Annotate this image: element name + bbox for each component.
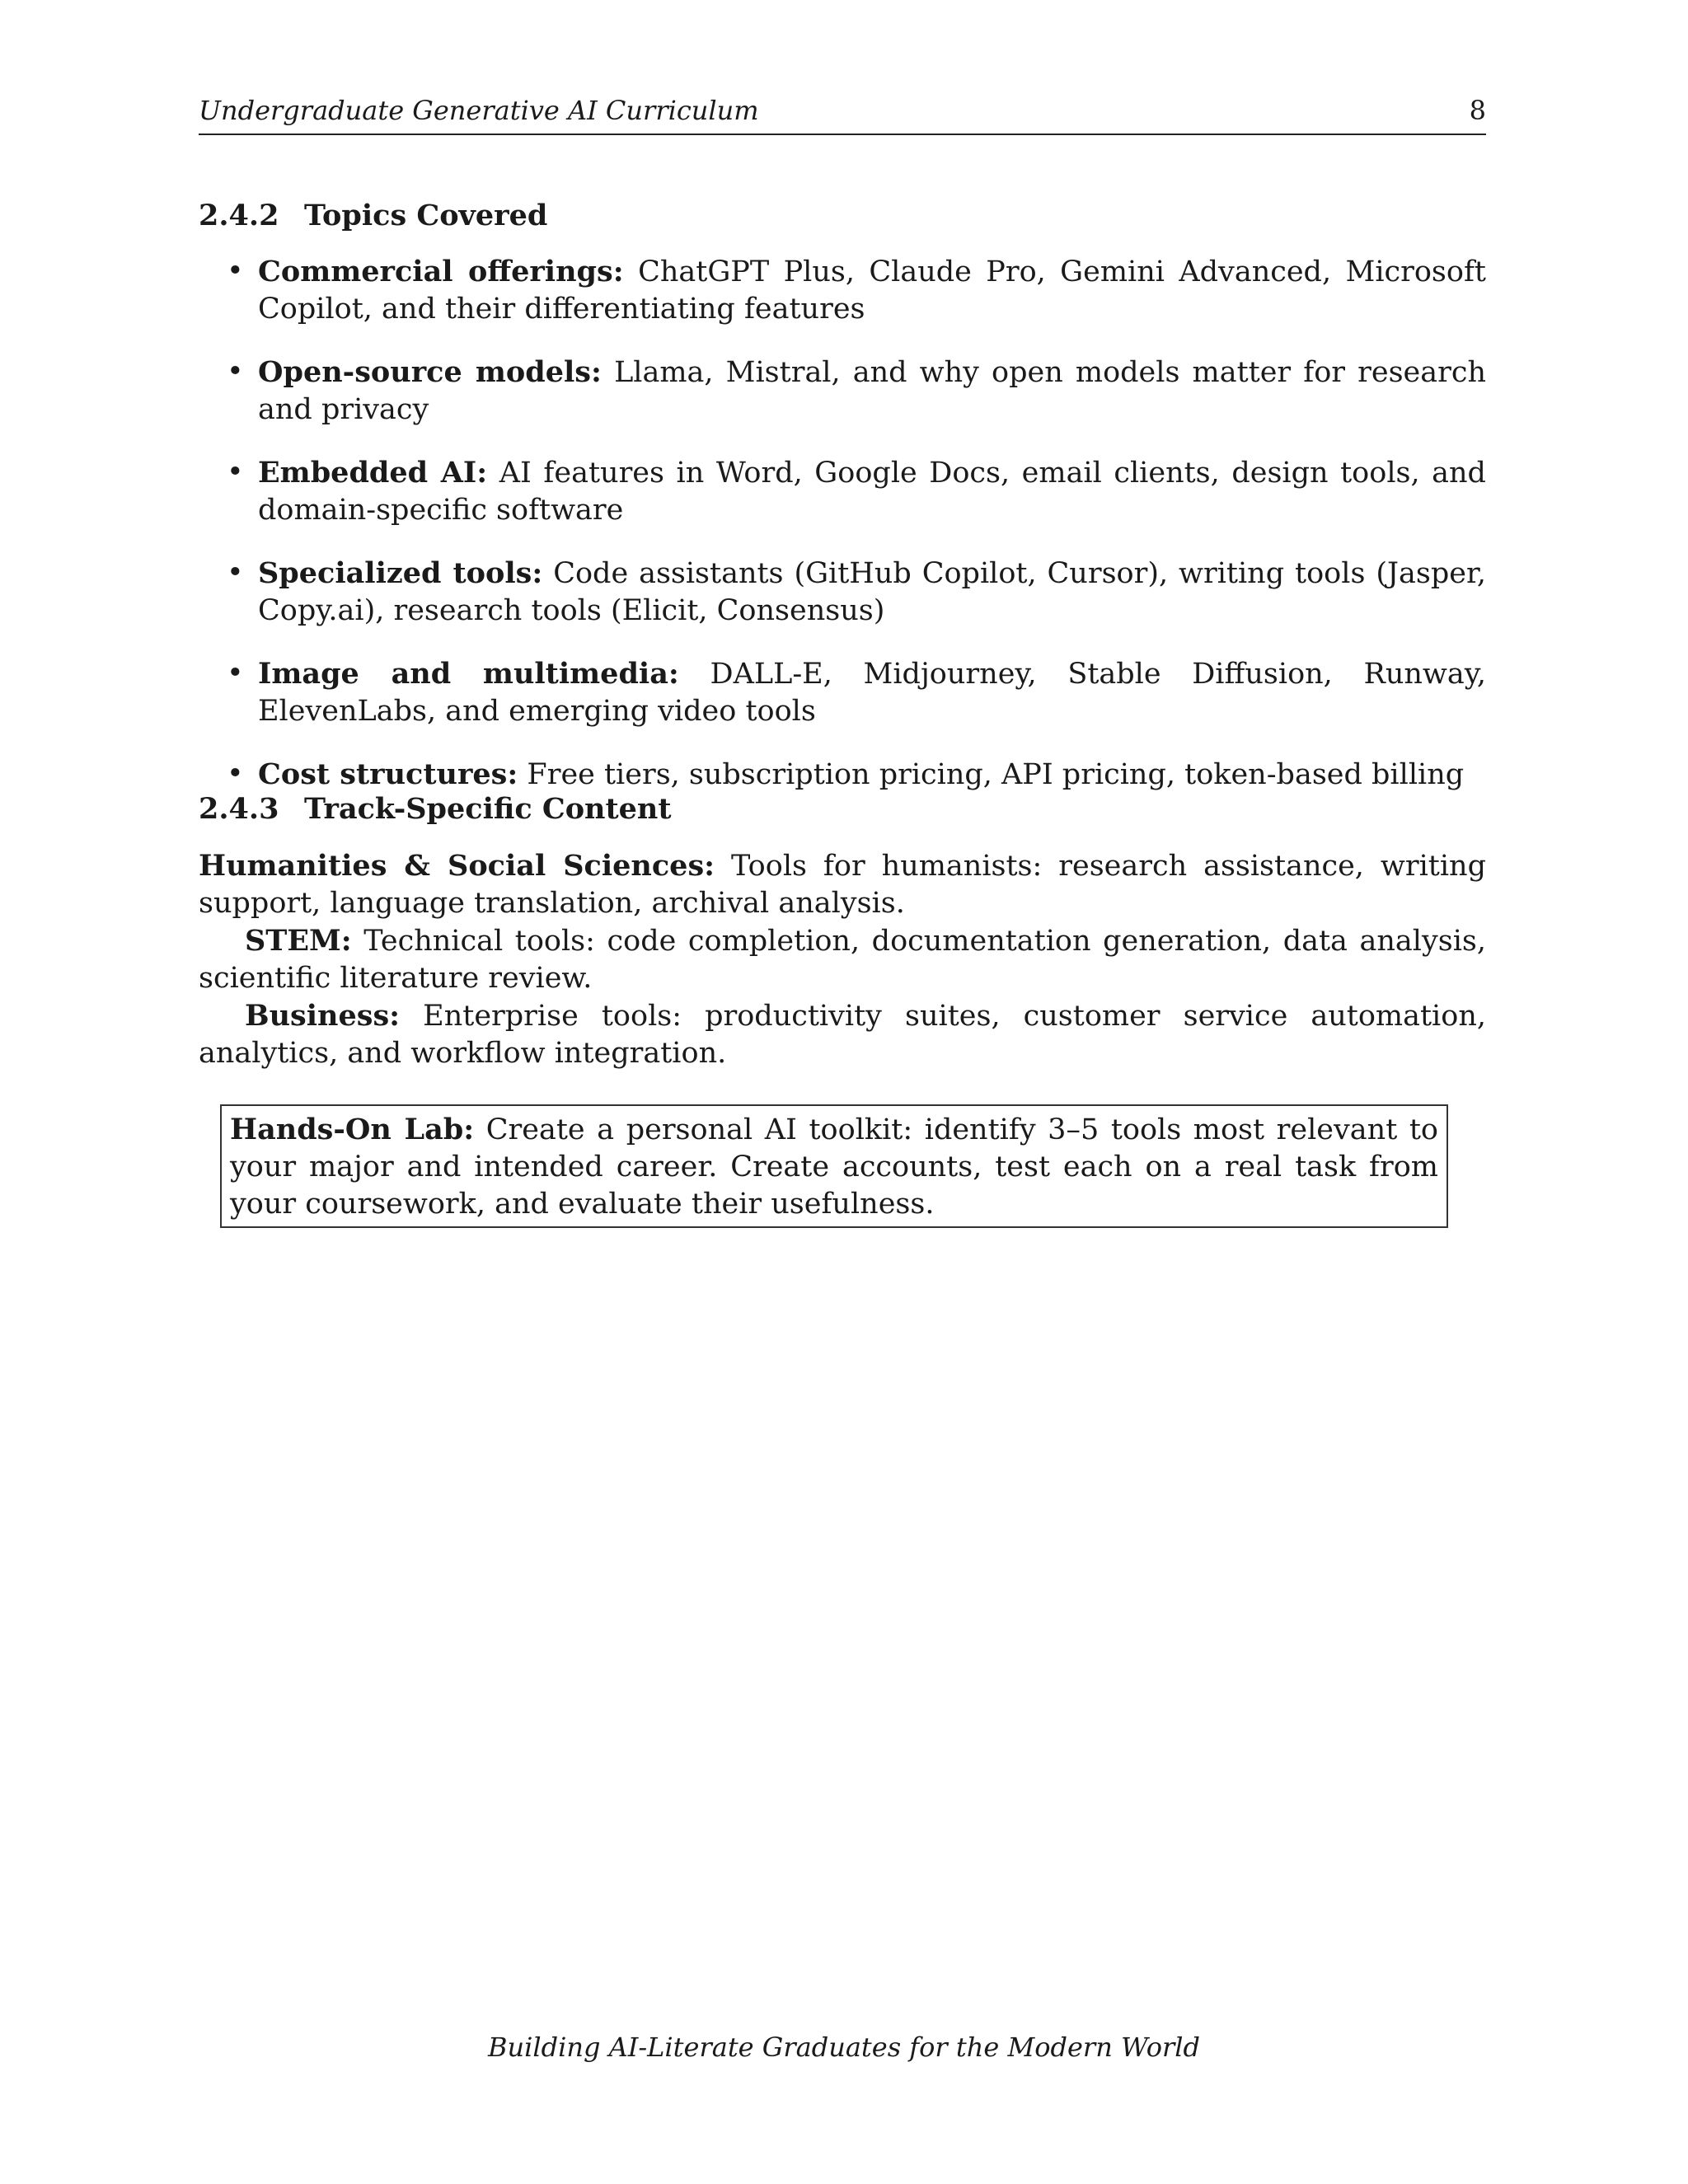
lab-term: Hands-On Lab: <box>230 1113 475 1146</box>
section-heading <box>199 791 1486 827</box>
section-heading <box>199 198 1486 234</box>
item-text: Llama, Mistral, and why open models matter for research and privacy <box>258 356 1486 426</box>
section-number: 2.4.2 <box>199 199 279 232</box>
paragraph-term: Business: <box>245 999 401 1033</box>
running-footer: Building AI-Literate Graduates for the Modern World <box>488 2032 1200 2063</box>
paragraph-term: Humanities & Social Sciences: <box>199 849 715 883</box>
page-number: 8 <box>1469 95 1486 126</box>
list-item <box>199 555 1486 630</box>
track-paragraph-stem <box>199 922 1486 997</box>
paragraph-text: Tools for humanists: research assistance, writing support, language translation, archival analysis. <box>199 850 1486 920</box>
list-item <box>199 253 1486 328</box>
bullet-icon: • <box>227 456 244 489</box>
track-paragraph-humanities <box>199 847 1486 922</box>
section-track-specific <box>199 791 1486 1072</box>
item-term: Cost structures: <box>258 757 518 791</box>
bullet-icon: • <box>227 556 244 589</box>
running-header <box>199 92 1486 135</box>
item-term: Commercial offerings: <box>258 255 624 288</box>
section-title: Track-Specific Content <box>304 792 672 826</box>
bullet-icon: • <box>227 757 244 790</box>
list-item <box>199 655 1486 730</box>
item-term: Specialized tools: <box>258 556 543 590</box>
running-header-title: Undergraduate Generative AI Curriculum <box>199 95 759 126</box>
hands-on-lab-box <box>220 1104 1448 1228</box>
paragraph-term: STEM: <box>245 924 352 958</box>
list-item <box>199 354 1486 429</box>
section-number: 2.4.3 <box>199 792 279 826</box>
section-topics-covered <box>199 198 1486 819</box>
item-term: Embedded AI: <box>258 456 488 490</box>
list-item <box>199 454 1486 529</box>
track-paragraphs <box>199 847 1486 1072</box>
item-term: Open-source models: <box>258 355 602 389</box>
item-text: DALL-E, Midjourney, Stable Diffusion, Runway, ElevenLabs, and emerging video tools <box>258 658 1486 728</box>
item-term: Image and multimedia: <box>258 657 679 691</box>
item-text: Free tiers, subscription pricing, API pricing, token-based billing <box>527 758 1465 791</box>
paragraph-text: Enterprise tools: productivity suites, customer service automation, analytics, and workflow integration. <box>199 1000 1486 1070</box>
item-text: Code assistants (GitHub Copilot, Cursor), writing tools (Jasper, Copy.ai), research tools (Elicit, Consensus) <box>258 557 1486 627</box>
bullet-icon: • <box>227 355 244 388</box>
track-paragraph-business <box>199 997 1486 1072</box>
bullet-icon: • <box>227 255 244 288</box>
section-title: Topics Covered <box>304 199 548 232</box>
item-text: ChatGPT Plus, Claude Pro, Gemini Advanced, Microsoft Copilot, and their differentiating features <box>258 255 1486 326</box>
paragraph-text: Technical tools: code completion, documentation generation, data analysis, scientific literature review. <box>199 925 1486 995</box>
list-item <box>199 756 1486 794</box>
lab-text: Create a personal AI toolkit: identify 3–5 tools most relevant to your major and intended career. Create accounts, test each on a real task from your coursework, and evaluate their usefulness. <box>230 1113 1438 1221</box>
topics-list <box>199 253 1486 794</box>
bullet-icon: • <box>227 657 244 690</box>
item-text: AI features in Word, Google Docs, email clients, design tools, and domain-specific software <box>258 457 1486 527</box>
